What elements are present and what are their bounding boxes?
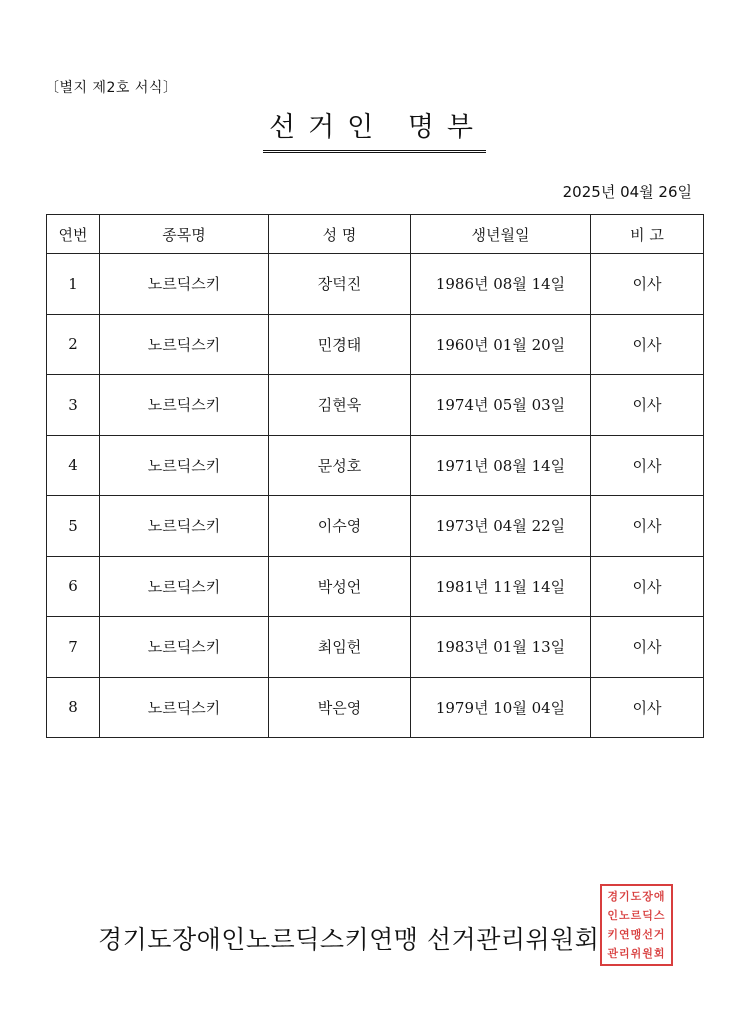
cell-number: 4 bbox=[47, 435, 100, 496]
cell-sport: 노르딕스키 bbox=[100, 375, 269, 436]
cell-sport: 노르딕스키 bbox=[100, 496, 269, 557]
cell-note: 이사 bbox=[591, 496, 704, 557]
table-row bbox=[47, 556, 704, 617]
title-wrapper bbox=[0, 110, 749, 153]
cell-birthdate: 1960년 01월 20일 bbox=[411, 314, 591, 375]
document-date: 2025년 04월 26일 bbox=[562, 183, 692, 201]
cell-birthdate: 1981년 11월 14일 bbox=[411, 556, 591, 617]
table-row bbox=[47, 677, 704, 738]
table-header-row bbox=[47, 215, 704, 254]
table-row bbox=[47, 496, 704, 557]
cell-name: 민경태 bbox=[269, 314, 411, 375]
cell-sport: 노르딕스키 bbox=[100, 677, 269, 738]
document-title: 선거인 명부 bbox=[263, 110, 486, 153]
header-birthdate: 생년월일 bbox=[411, 215, 591, 254]
voter-roster-table bbox=[46, 214, 704, 738]
cell-number: 1 bbox=[47, 254, 100, 315]
table-row bbox=[47, 254, 704, 315]
cell-number: 6 bbox=[47, 556, 100, 617]
committee-name: 경기도장애인노르딕스키연맹 선거관리위원회 bbox=[98, 925, 600, 954]
header-name: 성 명 bbox=[269, 215, 411, 254]
cell-note: 이사 bbox=[591, 435, 704, 496]
seal-line: 인노르딕스 bbox=[607, 909, 666, 922]
cell-name: 장덕진 bbox=[269, 254, 411, 315]
cell-name: 박은영 bbox=[269, 677, 411, 738]
table-row bbox=[47, 375, 704, 436]
cell-name: 이수영 bbox=[269, 496, 411, 557]
cell-birthdate: 1973년 04월 22일 bbox=[411, 496, 591, 557]
table-row bbox=[47, 617, 704, 678]
official-seal-stamp bbox=[600, 884, 673, 966]
cell-number: 5 bbox=[47, 496, 100, 557]
cell-sport: 노르딕스키 bbox=[100, 254, 269, 315]
cell-number: 8 bbox=[47, 677, 100, 738]
cell-note: 이사 bbox=[591, 677, 704, 738]
cell-name: 김현욱 bbox=[269, 375, 411, 436]
cell-note: 이사 bbox=[591, 556, 704, 617]
cell-birthdate: 1986년 08월 14일 bbox=[411, 254, 591, 315]
cell-note: 이사 bbox=[591, 375, 704, 436]
cell-name: 박성언 bbox=[269, 556, 411, 617]
cell-sport: 노르딕스키 bbox=[100, 435, 269, 496]
table-row bbox=[47, 435, 704, 496]
cell-name: 최임헌 bbox=[269, 617, 411, 678]
table-row bbox=[47, 314, 704, 375]
cell-name: 문성호 bbox=[269, 435, 411, 496]
cell-number: 7 bbox=[47, 617, 100, 678]
form-label: 〔별지 제2호 서식〕 bbox=[45, 80, 178, 96]
cell-birthdate: 1971년 08월 14일 bbox=[411, 435, 591, 496]
cell-birthdate: 1979년 10월 04일 bbox=[411, 677, 591, 738]
seal-line: 관리위원회 bbox=[607, 947, 666, 960]
header-note: 비 고 bbox=[591, 215, 704, 254]
cell-sport: 노르딕스키 bbox=[100, 556, 269, 617]
header-sport: 종목명 bbox=[100, 215, 269, 254]
cell-number: 2 bbox=[47, 314, 100, 375]
cell-number: 3 bbox=[47, 375, 100, 436]
cell-note: 이사 bbox=[591, 617, 704, 678]
seal-line: 키연맹선거 bbox=[607, 928, 666, 941]
seal-line: 경기도장애 bbox=[607, 890, 666, 903]
cell-note: 이사 bbox=[591, 254, 704, 315]
cell-sport: 노르딕스키 bbox=[100, 314, 269, 375]
cell-note: 이사 bbox=[591, 314, 704, 375]
cell-birthdate: 1983년 01월 13일 bbox=[411, 617, 591, 678]
header-number: 연번 bbox=[47, 215, 100, 254]
cell-birthdate: 1974년 05월 03일 bbox=[411, 375, 591, 436]
cell-sport: 노르딕스키 bbox=[100, 617, 269, 678]
